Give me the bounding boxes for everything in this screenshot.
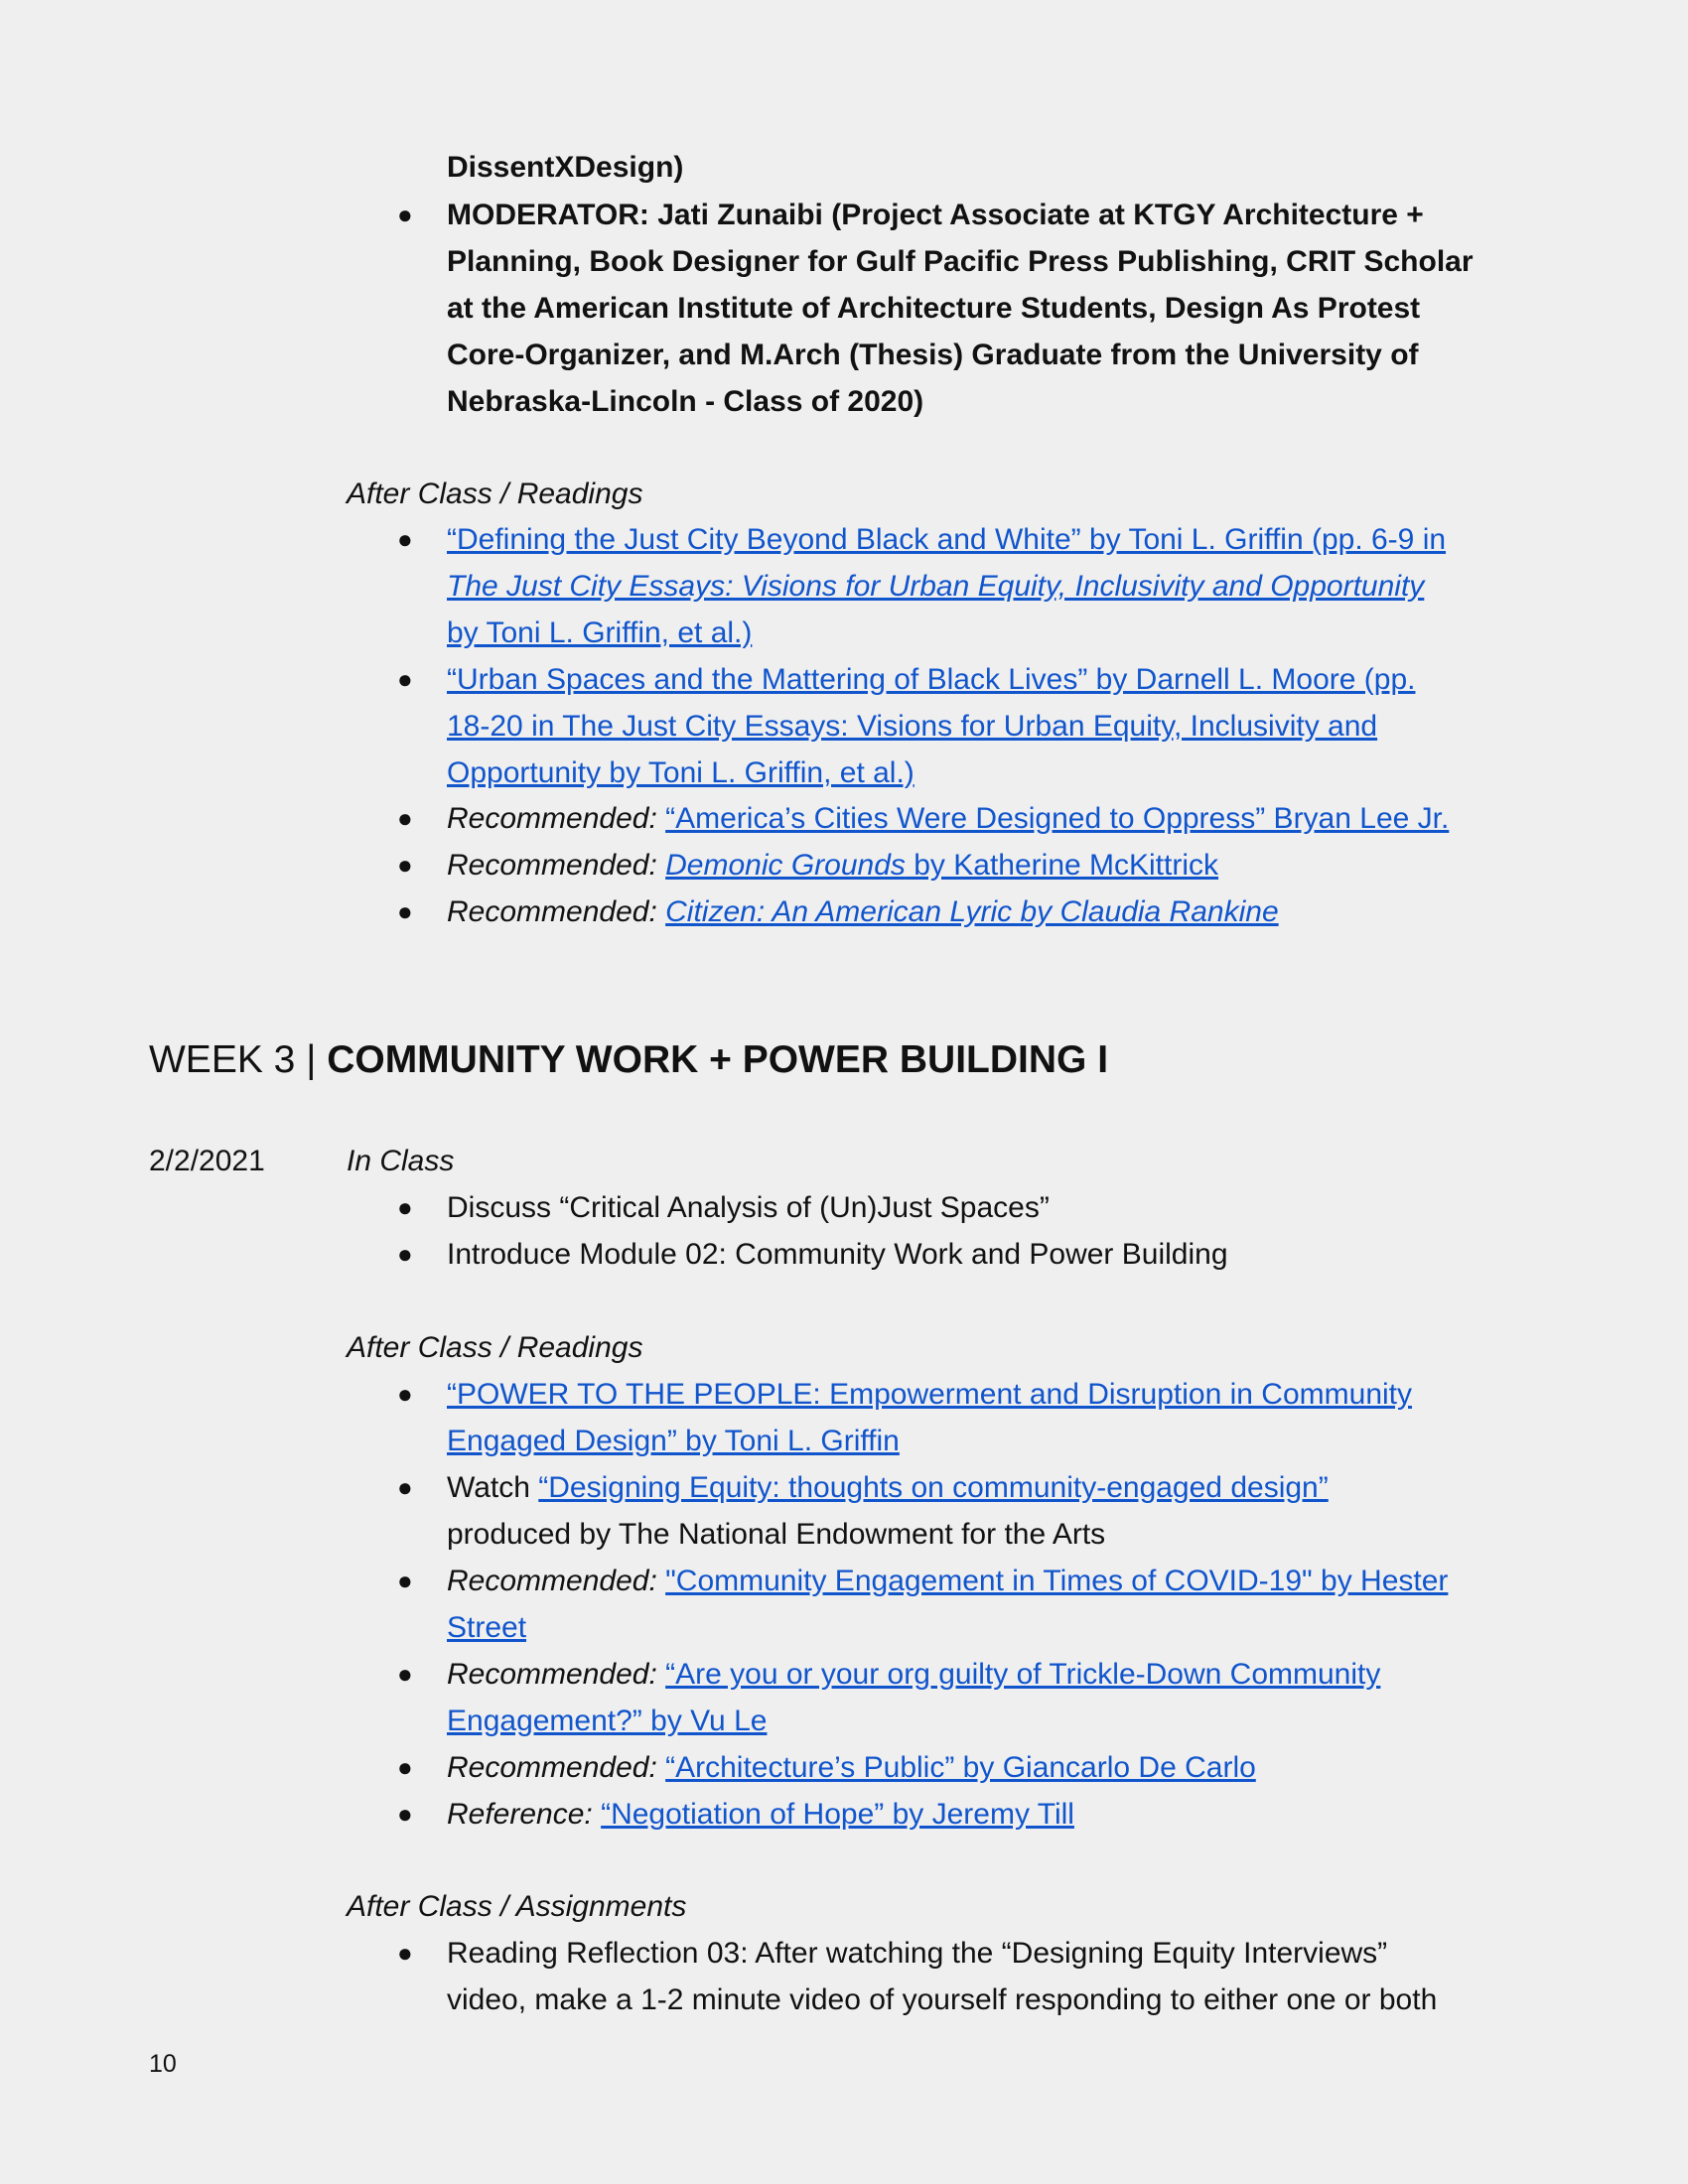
bullet-icon: ● — [397, 896, 413, 926]
week-prefix: WEEK 3 | — [149, 1038, 328, 1081]
recommended-item — [447, 1651, 1380, 1698]
rec-link-title: Demonic Grounds — [665, 849, 906, 882]
page-number: 10 — [149, 2050, 177, 2078]
bullet-icon: ● — [397, 1938, 413, 1968]
week-heading — [149, 1032, 1108, 1088]
reading-link-urban-spaces-3[interactable]: Opportunity by Toni L. Griffin, et al.) — [447, 756, 914, 789]
bullet-icon: ● — [397, 1192, 413, 1222]
watch-item-rest: produced by The National Endowment for the Arts — [447, 1518, 1106, 1551]
bullet-icon: ● — [397, 1799, 413, 1829]
assignment-line-2: video, make a 1-2 minute video of yourself responding to either one or both — [447, 1983, 1438, 2016]
recommended-item — [447, 1744, 1256, 1791]
rec-link-citizen[interactable]: Citizen: An American Lyric by Claudia Rankine — [665, 895, 1279, 928]
bullet-icon: ● — [397, 1379, 413, 1409]
reading-link-power-to-people[interactable]: “POWER TO THE PEOPLE: Empowerment and Disruption in Community — [447, 1378, 1412, 1411]
watch-link-designing-equity[interactable]: “Designing Equity: thoughts on community-engaged design” — [538, 1471, 1329, 1504]
recommended-item — [447, 842, 1218, 888]
rec-link-trickle-down[interactable]: “Are you or your org guilty of Trickle-Down Community — [665, 1658, 1381, 1691]
section-heading-in-class: In Class — [347, 1145, 455, 1177]
bullet-icon: ● — [397, 524, 413, 554]
rec-link-covid-2[interactable]: Street — [447, 1611, 527, 1644]
bullet-icon: ● — [397, 1752, 413, 1782]
bullet-icon: ● — [397, 1239, 413, 1269]
reading-link-just-city-2[interactable]: The Just City Essays: Visions for Urban Equity, Inclusivity and Opportunity — [447, 570, 1425, 603]
reading-link-power-to-people-2[interactable]: Engaged Design” by Toni L. Griffin — [447, 1425, 900, 1457]
recommended-label: Recommended: — [447, 1751, 657, 1784]
recommended-label: Recommended: — [447, 895, 657, 928]
recommended-item — [447, 1558, 1448, 1604]
watch-item — [447, 1464, 1329, 1511]
rec-link-author: by Katherine McKittrick — [905, 849, 1219, 882]
session-date: 2/2/2021 — [149, 1145, 265, 1177]
recommended-label: Recommended: — [447, 1658, 657, 1691]
reading-link-urban-spaces-2[interactable]: 18-20 in The Just City Essays: Visions for Urban Equity, Inclusivity and — [447, 710, 1378, 743]
bullet-icon: ● — [397, 1472, 413, 1502]
week-title: COMMUNITY WORK + POWER BUILDING I — [327, 1038, 1109, 1081]
section-heading-assignments: After Class / Assignments — [347, 1890, 687, 1923]
moderator-line-5: Nebraska-Lincoln - Class of 2020) — [447, 385, 924, 418]
bullet-icon: ● — [397, 200, 413, 229]
reference-item — [447, 1791, 1074, 1838]
reference-label: Reference: — [447, 1798, 593, 1831]
recommended-item — [447, 795, 1449, 842]
rec-link-americas-cities[interactable]: “America’s Cities Were Designed to Oppress” Bryan Lee Jr. — [665, 802, 1450, 835]
bullet-icon: ● — [397, 1566, 413, 1595]
reading-link-just-city[interactable]: “Defining the Just City Beyond Black and White” by Toni L. Griffin (pp. 6-9 in — [447, 523, 1447, 556]
bullet-icon: ● — [397, 850, 413, 880]
moderator-line-4: Core-Organizer, and M.Arch (Thesis) Graduate from the University of — [447, 339, 1419, 371]
reading-link-just-city-3[interactable]: by Toni L. Griffin, et al.) — [447, 616, 753, 649]
rec-link-covid[interactable]: "Community Engagement in Times of COVID-19" by Hester — [665, 1565, 1449, 1597]
recommended-label: Recommended: — [447, 849, 657, 882]
speaker-continuation: DissentXDesign) — [447, 151, 684, 184]
recommended-item — [447, 888, 1279, 935]
assignment-line-1: Reading Reflection 03: After watching the “Designing Equity Interviews” — [447, 1937, 1388, 1970]
reading-link-urban-spaces[interactable]: “Urban Spaces and the Mattering of Black Lives” by Darnell L. Moore (pp. — [447, 663, 1416, 696]
recommended-label: Recommended: — [447, 1565, 657, 1597]
section-heading-readings: After Class / Readings — [347, 1331, 643, 1364]
bullet-icon: ● — [397, 803, 413, 833]
bullet-icon: ● — [397, 664, 413, 694]
in-class-item: Discuss “Critical Analysis of (Un)Just Spaces” — [447, 1191, 1050, 1224]
watch-label: Watch — [447, 1471, 539, 1504]
moderator-line-2: Planning, Book Designer for Gulf Pacific Press Publishing, CRIT Scholar — [447, 245, 1474, 278]
in-class-item: Introduce Module 02: Community Work and Power Building — [447, 1238, 1228, 1271]
rec-link-demonic-grounds[interactable] — [665, 849, 1218, 882]
moderator-line-3: at the American Institute of Architecture Students, Design As Protest — [447, 292, 1421, 325]
recommended-label: Recommended: — [447, 802, 657, 835]
rec-link-architectures-public[interactable]: “Architecture’s Public” by Giancarlo De Carlo — [665, 1751, 1256, 1784]
bullet-icon: ● — [397, 1659, 413, 1689]
moderator-line-1: MODERATOR: Jati Zunaibi (Project Associate at KTGY Architecture + — [447, 199, 1424, 231]
rec-link-trickle-down-2[interactable]: Engagement?” by Vu Le — [447, 1705, 768, 1737]
ref-link-negotiation-of-hope[interactable]: “Negotiation of Hope” by Jeremy Till — [601, 1798, 1074, 1831]
section-heading-readings: After Class / Readings — [347, 478, 643, 510]
